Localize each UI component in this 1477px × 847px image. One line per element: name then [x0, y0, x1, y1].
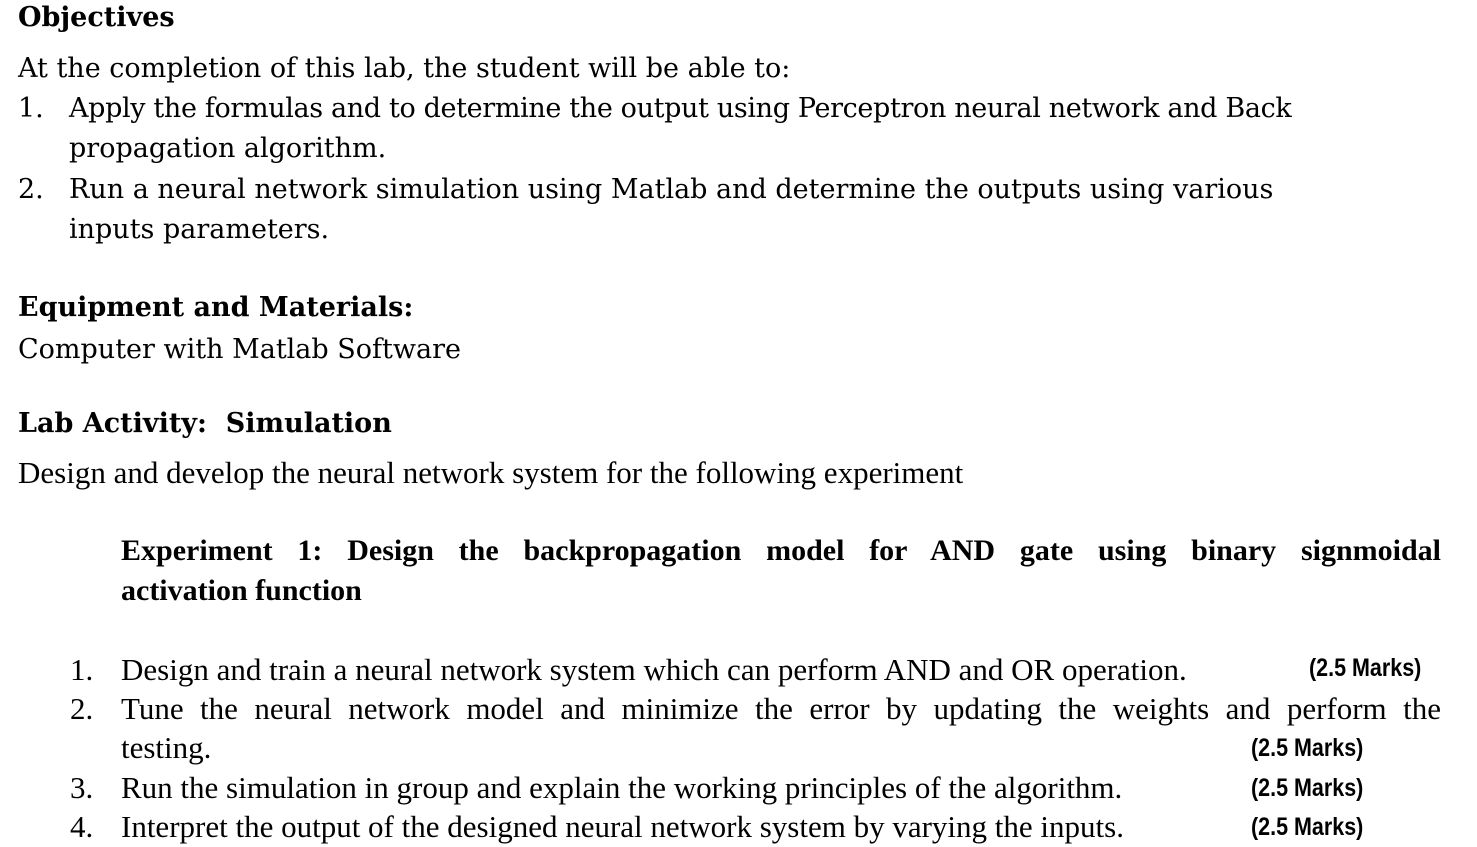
task-marks: (2.5 Marks)	[1251, 813, 1364, 841]
lab-activity-text: Design and develop the neural network system for the following experiment	[18, 455, 964, 490]
task-number: 4.	[70, 809, 94, 844]
equipment-heading: Equipment and Materials:	[18, 292, 414, 323]
experiment-title	[121, 536, 1441, 606]
objective-item-text: Apply the formulas and to determine the output using Perceptron neural network and Back	[69, 93, 1292, 124]
objective-item-text-cont: inputs parameters.	[69, 214, 330, 245]
objective-number: 1.	[18, 93, 44, 124]
lab-activity-heading: Lab Activity: Simulation	[18, 408, 392, 439]
objective-number: 2.	[18, 174, 44, 205]
task-number: 1.	[70, 652, 94, 687]
objectives-heading: Objectives	[18, 2, 175, 33]
task-marks: (2.5 Marks)	[1251, 734, 1364, 762]
task-text: Design and train a neural network system which can perform AND and OR operation.	[121, 652, 1187, 687]
task-number: 2.	[70, 691, 94, 726]
task-text: Interpret the output of the designed neural network system by varying the inputs.	[121, 809, 1124, 844]
task-text: Run the simulation in group and explain the working principles of the algorithm.	[121, 770, 1123, 805]
task-marks: (2.5 Marks)	[1309, 654, 1422, 682]
equipment-text: Computer with Matlab Software	[18, 334, 461, 365]
task-number: 3.	[70, 770, 94, 805]
task-text-wrap	[121, 693, 1441, 724]
objective-item-text-cont: propagation algorithm.	[69, 133, 387, 164]
task-text: Tune the neural network model and minimize the error by updating the weights and perform the	[121, 691, 1441, 726]
objectives-intro: At the completion of this lab, the student will be able to:	[18, 53, 791, 84]
experiment-title-line1: Experiment 1: Design the backpropagation model for AND gate using binary signmoidal	[121, 534, 1441, 567]
experiment-title-line2: activation function	[121, 574, 362, 607]
task-text-cont: testing.	[121, 730, 212, 765]
task-marks: (2.5 Marks)	[1251, 774, 1364, 802]
objective-item-text: Run a neural network simulation using Matlab and determine the outputs using various	[69, 174, 1274, 205]
